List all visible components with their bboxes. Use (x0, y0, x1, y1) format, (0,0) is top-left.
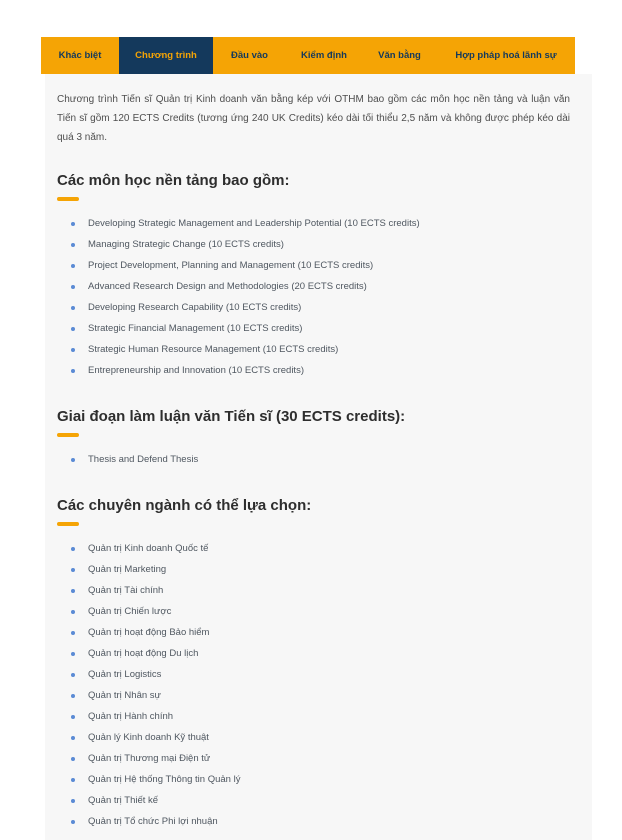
accent-bar (57, 197, 79, 201)
list-item-label: Quản trị hoạt động Bảo hiểm (88, 627, 210, 638)
list-item (57, 748, 570, 769)
tab-content-panel (45, 74, 592, 840)
list-item-label: Project Development, Planning and Management (10 ECTS credits) (88, 260, 374, 271)
specialization-list (57, 538, 570, 832)
bullet-dot-icon (71, 264, 75, 268)
list-item (57, 643, 570, 664)
bullet-dot-icon (71, 820, 75, 824)
tab-chuong-trinh[interactable]: Chương trình (119, 37, 213, 74)
list-item-label: Developing Research Capability (10 ECTS credits) (88, 302, 302, 313)
bullet-dot-icon (71, 348, 75, 352)
list-item (57, 339, 570, 360)
bullet-dot-icon (71, 568, 75, 572)
list-item-label: Quản trị Thiết kế (88, 795, 159, 806)
bullet-dot-icon (71, 589, 75, 593)
accent-bar (57, 433, 79, 437)
bullet-dot-icon (71, 799, 75, 803)
list-item-label: Quản trị Tài chính (88, 585, 164, 596)
program-tabbar (41, 37, 575, 74)
list-item-label: Entrepreneurship and Innovation (10 ECTS credits) (88, 365, 304, 376)
list-item (57, 685, 570, 706)
bullet-dot-icon (71, 306, 75, 310)
bullet-dot-icon (71, 243, 75, 247)
list-item (57, 580, 570, 601)
list-item (57, 538, 570, 559)
section-heading: Các môn học nền tảng bao gồm: (57, 172, 290, 189)
bullet-dot-icon (71, 673, 75, 677)
list-item (57, 449, 570, 470)
bullet-dot-icon (71, 631, 75, 635)
list-item (57, 727, 570, 748)
accent-bar (57, 522, 79, 526)
list-item (57, 360, 570, 381)
list-item-label: Quản trị Chiến lược (88, 606, 172, 617)
section-specializations (57, 496, 570, 832)
list-item (57, 601, 570, 622)
bullet-dot-icon (71, 610, 75, 614)
list-item (57, 811, 570, 832)
list-item-label: Managing Strategic Change (10 ECTS credits) (88, 239, 284, 250)
bullet-dot-icon (71, 652, 75, 656)
bullet-dot-icon (71, 222, 75, 226)
section-foundation-courses (57, 171, 570, 381)
bullet-dot-icon (71, 285, 75, 289)
list-item (57, 622, 570, 643)
thesis-list (57, 449, 570, 470)
list-item (57, 318, 570, 339)
list-item-label: Strategic Human Resource Management (10 ECTS credits) (88, 344, 339, 355)
bullet-dot-icon (71, 547, 75, 551)
list-item (57, 790, 570, 811)
bullet-dot-icon (71, 715, 75, 719)
bullet-dot-icon (71, 369, 75, 373)
list-item-label: Developing Strategic Management and Leadership Potential (10 ECTS credits) (88, 218, 420, 229)
list-item-label: Quản trị Nhân sự (88, 690, 161, 701)
list-item-label: Quản lý Kinh doanh Kỹ thuật (88, 732, 209, 743)
section-thesis-phase (57, 407, 570, 470)
list-item-label: Quản trị hoạt động Du lịch (88, 648, 199, 659)
list-item (57, 213, 570, 234)
list-item (57, 664, 570, 685)
list-item-label: Quản trị Kinh doanh Quốc tế (88, 543, 209, 554)
list-item-label: Quản trị Tổ chức Phi lợi nhuận (88, 816, 218, 827)
tab-dau-vao[interactable]: Đầu vào (231, 50, 268, 61)
bullet-dot-icon (71, 458, 75, 462)
list-item (57, 769, 570, 790)
tab-van-bang[interactable]: Văn bằng (378, 50, 421, 61)
list-item-label: Thesis and Defend Thesis (88, 454, 199, 465)
list-item-label: Quản trị Hệ thống Thông tin Quản lý (88, 774, 241, 785)
program-intro-paragraph: Chương trình Tiến sĩ Quản trị Kinh doanh văn bằng kép với OTHM bao gồm các môn học nền tảng và luận văn Tiến sĩ gồm 120 ECTS Credits (tương ứng 240 UK Credits) kéo dài tối thiểu 2,5 năm và không được phép kéo dài quá 3 năm. (57, 94, 570, 143)
list-item-label: Quản trị Logistics (88, 669, 162, 680)
bullet-dot-icon (71, 736, 75, 740)
list-item (57, 559, 570, 580)
tab-kiem-dinh[interactable]: Kiểm định (301, 50, 347, 61)
list-item-label: Quản trị Hành chính (88, 711, 174, 722)
tab-hop-phap-hoa-lanh-su[interactable]: Hợp pháp hoá lãnh sự (455, 50, 557, 61)
tab-khac-biet[interactable]: Khác biệt (58, 50, 102, 61)
list-item-label: Quản trị Marketing (88, 564, 167, 575)
bullet-dot-icon (71, 694, 75, 698)
list-item-label: Quản trị Thương mại Điện tử (88, 753, 211, 764)
bullet-dot-icon (71, 327, 75, 331)
section-heading: Các chuyên ngành có thể lựa chọn: (57, 497, 312, 514)
list-item (57, 234, 570, 255)
bullet-dot-icon (71, 757, 75, 761)
list-item-label: Advanced Research Design and Methodologies (20 ECTS credits) (88, 281, 367, 292)
list-item (57, 255, 570, 276)
list-item (57, 706, 570, 727)
foundation-course-list (57, 213, 570, 381)
tab-content-inner (45, 74, 592, 832)
list-item (57, 297, 570, 318)
list-item-label: Strategic Financial Management (10 ECTS credits) (88, 323, 303, 334)
section-heading: Giai đoạn làm luận văn Tiến sĩ (30 ECTS credits): (57, 408, 406, 425)
list-item (57, 276, 570, 297)
bullet-dot-icon (71, 778, 75, 782)
